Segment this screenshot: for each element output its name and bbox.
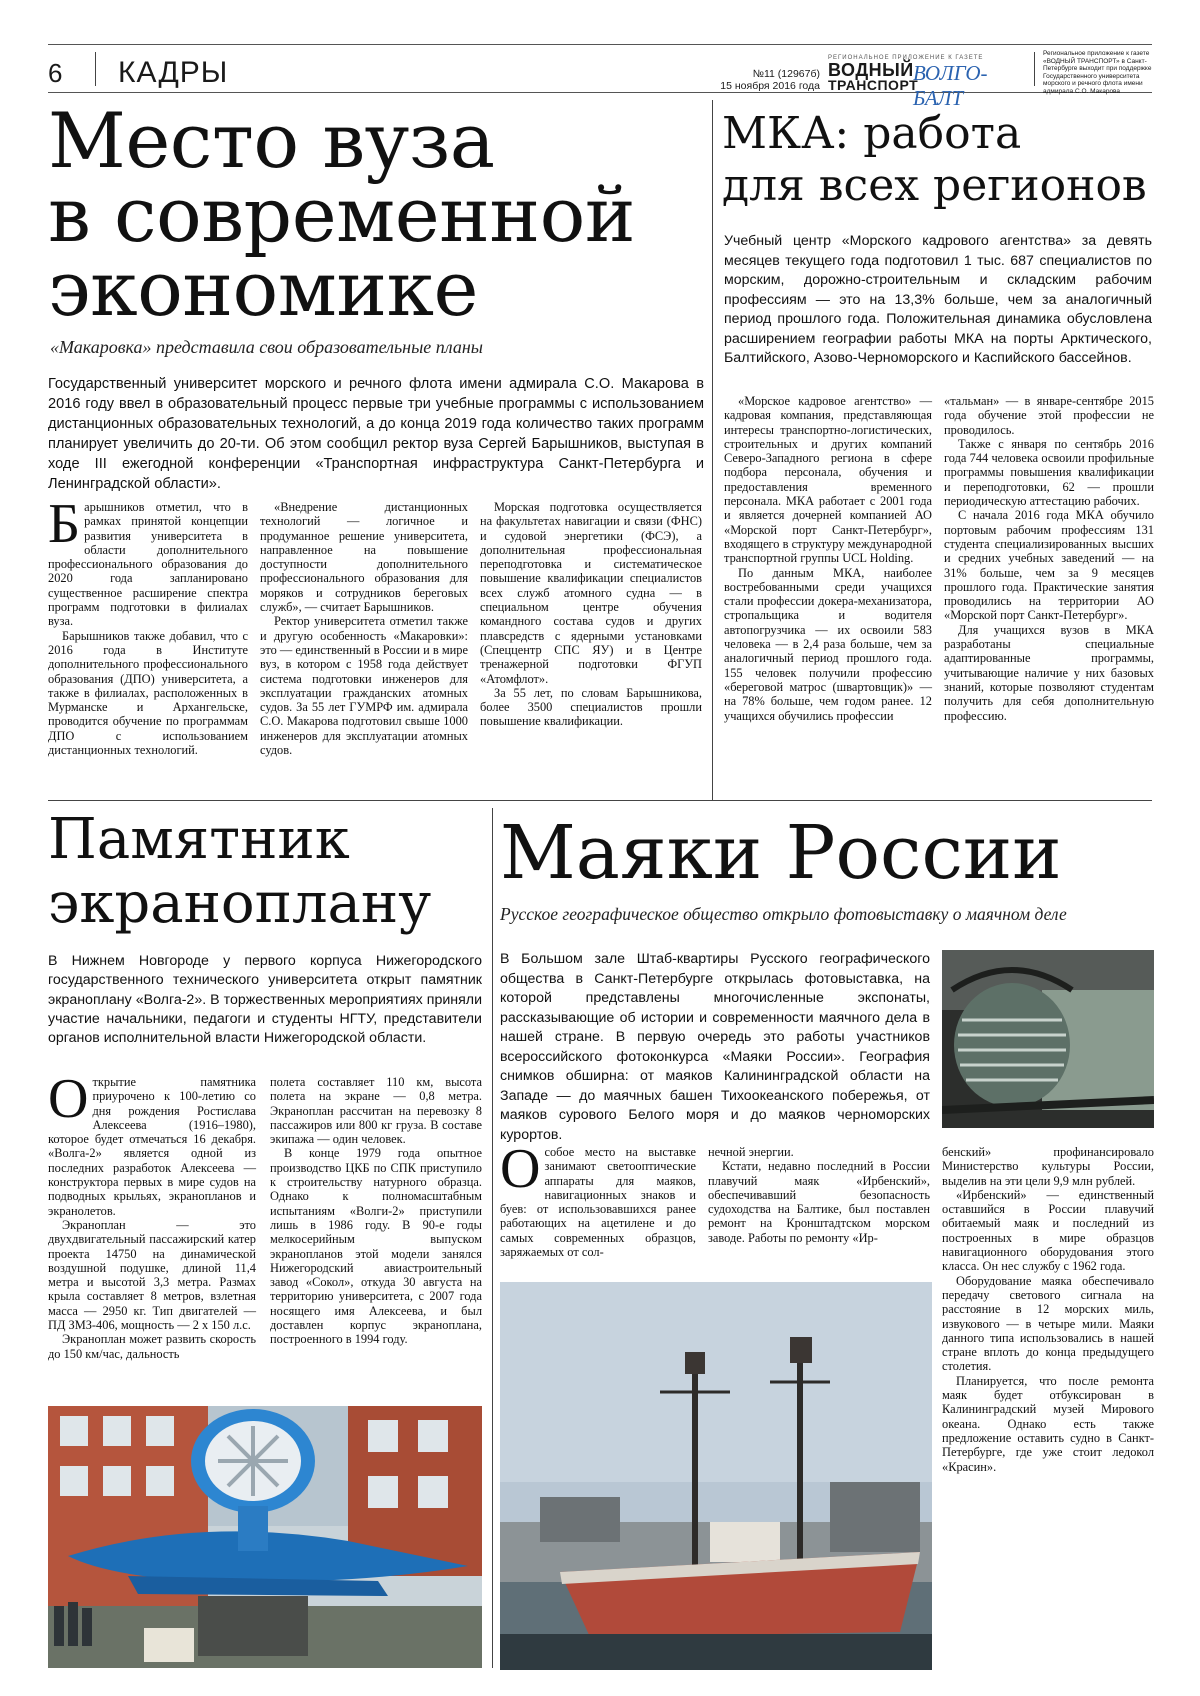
article1-lead: Государственный университет морского и речного флота имени адмирала С.О. Макарова в 2016 году ввел в образовательный процесс первые три учебные программы с использованием дистанционных образовательных технологий, а до конца 2019 года количество таких программ планирует увеличить до 20-ти. Об этом сообщил ректор вуза Сергей Барышников, выступая в ходе III ежегодной конференции «Транспортная инфраструктура Санкт-Петербурга и Ленинградской области». [48, 376, 704, 492]
article3-headline [48, 808, 488, 936]
article3-lead: В Нижнем Новгороде у первого корпуса Нижегородского государственного технического университета открыт памятник экраноплану «Волга-2». В торжественных мероприятиях приняли участие начальники, педагоги и студенты НГТУ, представители органов исполнительной власти Нижегородской области. [48, 953, 482, 1047]
article4-col2 [708, 1145, 930, 1245]
article4-col3-p3: Оборудование маяка обеспечивало передачу светового сигнала на расстояние в 12 морских миль, извукового — в четыре мили. Маяки данного типа использовались в нашей стране вплоть до конца предыдущего столетия. [942, 1273, 1154, 1374]
article3-col2-p2: В конце 1979 года опытное производство ЦКБ по СПК приступило к строительству натурного образца. Однако к полномасштабным испытаниям «Волги-2» приступили лишь в 1986 году. В 90-е годы мелкосерийным выпуском экранопланов этой модели занялся Нижегородский авиастроительный завод «Сокол», откуда 30 августа на территорию университета, с 2007 года носящего имя Алексеева, и был доставлен корпус экраноплана, построенного в 1994 году. [270, 1146, 482, 1347]
article4-headline: Маяки России [500, 810, 1062, 896]
header-divider [95, 52, 96, 86]
article2-col1-p2: По данным МКА, наиболее востребованными среди учащихся стали профессии докера-механизатора, стропальщика и водителя автопогрузчика — их освоили 583 человека — в 2,4 раза больше, чем за аналогичный период прошлого года. 155 человек получили профессию «береговой матрос (швартовщик)» — на 78% больше, чем годом ранее. 12 учащихся обучились профессии [724, 565, 932, 723]
article1-subtitle: «Макаровка» представила свои образовательные планы [50, 337, 483, 357]
logo-volgo-balt: ВОЛГО-БАЛТ [913, 61, 988, 110]
article3-col1-p1: ткрытие памятника приурочено к 100-летию со дня рождения Ростислава Алексеева (1916–1980), которое будет отмечаться 16 декабря. «Волга-2» является одной из последних разработок Алексеева — конструктора первых в мире судов на подводных крыльях, экранопланов и экранолетов. [48, 1075, 256, 1218]
article-divider-vertical-top [712, 100, 713, 800]
article1-col1-p2: Барышников также добавил, что с 2016 года в Институте дополнительного профессионального образования (ДПО) университета, а также в филиалах, расположенных в Мурманске и Архангельске, проводится обучение по программам ДПО с использованием дистанционных технологий. [48, 628, 248, 758]
article2-lead: Учебный центр «Морского кадрового агентства» за девять месяцев текущего года подготовил 1 тыс. 687 специалистов по морским, дорожно-строительным и складским рабочим профессиям — это на 13,3% больше, чем за аналогичный период прошлого года. Положительная динамика обусловлена расширением географии работы МКА на порты Арктического, Балтийского, Азово-Черноморского и Каспийского бассейнов. [724, 233, 1152, 366]
article3-col2-p1: полета составляет 110 км, высота полета на экране — 0,8 метра. Экраноплан рассчитан на перевозку 8 пассажиров или 800 кг груза. В составе экипажа — один человек. [270, 1075, 482, 1147]
article2-col2 [944, 394, 1154, 723]
article2-col2-p4: Для учащихся вузов в МКА разработаны специальные адаптированные программы, учитывающие наличие у них базовых знаний, которые позволяют студентам получить для себя дополнительную профессию. [944, 622, 1154, 723]
header-divider-2 [1034, 52, 1035, 86]
issue-date: 15 ноября 2016 года [720, 80, 820, 92]
header-top-rule [48, 44, 1152, 45]
lightship-photo-art [500, 1282, 932, 1670]
article3-col1-p3: Экраноплан может развить скорость до 150 км/час, дальность [48, 1332, 256, 1361]
article1-headline-line2: в современной [48, 170, 635, 259]
article3-dropcap: О [48, 1068, 89, 1130]
article4-col2-p1: нечной энергии. [708, 1145, 794, 1159]
logo-word-transport: ТРАНСПОРТ [828, 77, 919, 93]
article4-col1-p1: собое место на выставке занимают светооптические аппараты для маяков, навигационных знаков и буев: от использовавшихся ранее работающих на ацетилене и до самых современных образцов, заряжаемых от сол- [500, 1145, 696, 1260]
article2-headline [722, 108, 1162, 212]
article1-col3-p1: Морская подготовка осуществляется на факультетах навигации и связи (ФНС) и судовой энергетики (ФСЭ), а дополнительная профессиональная переподготовка и систематическое повышение квалификации специалистов всех служб атомного судна — в специальном центре обучения командного состава судов и других плавсредств с ядерными установками (Спеццентр СПС ЯУ) и в Центре тренажерной подготовки ФГУП «Атомфлот». [480, 500, 702, 686]
article4-col1 [500, 1138, 696, 1260]
article4-col3-p2: «Ирбенский» — единственный оставшийся в России плавучий обитаемый маяк и последний из построенных в мире образцов навигационного оборудования этого класса. Он нес службу с 1962 года. [942, 1187, 1154, 1274]
ekranoplan-photo [48, 1406, 482, 1668]
article1-headline-line1: Место вуза [48, 96, 495, 185]
article4-dropcap: О [500, 1138, 541, 1200]
article1-col2 [260, 500, 468, 757]
article1-col1 [48, 493, 248, 758]
article4-col3 [942, 1145, 1154, 1474]
logo-word-vodny: ВОДНЫЙ [828, 60, 914, 80]
article2-headline-line1: МКА: работа [722, 108, 1022, 159]
article4-col3-p1: бенский» профинансировало Министерство культуры России, выделив на эти цели 9,9 млн рублей. [942, 1145, 1154, 1188]
article3-headline-line1: Памятник [48, 807, 350, 872]
article1-dropcap: Б [48, 493, 81, 555]
issue-number: №11 (12967б) [752, 68, 820, 80]
article-divider-vertical-bottom [492, 808, 493, 1668]
article1-col2-p2: Ректор университета отметил также и другую особенность «Макаровки»: это — единственный в России и в мире вуз, в котором с 1958 года действует система подготовки инженеров для эксплуатации гражданских атомных судов. За 55 лет ГУМРФ им. адмирала С.О. Макарова подготовил свыше 1000 инженеров для эксплуатации атомных судов. [260, 614, 468, 758]
article1-col1-p1: арышников отметил, что в рамках принятой концепции развития университета в области дополнительного профессионального образования до 2020 года запланировано существенное расширение спектра программ подготовки в филиалах вуза. [48, 500, 248, 629]
ekranoplan-photo-art [48, 1406, 482, 1668]
article2-col1-p1: «Морское кадровое агентство» — кадровая компания, представляющая интересы транспортно-логистических, строительных и других компаний Северо-Западного региона в сфере подбора персонала, обучения и предоставления временного персонала. МКА работает с 2001 года и является дочерней компанией АО «Морской порт Санкт-Петербург», входящего в структуру международной транспортной группы UCL Holding. [724, 394, 932, 566]
section-title: КАДРЫ [118, 56, 229, 89]
article4-col2-p2: Кстати, недавно последний в России плавучий маяк «Ирбенский», обеспечивавший безопасность судоходства на Балтике, был поставлен ремонт на Кронштадтском морском заводе. Работы по ремонту «Ир- [708, 1159, 930, 1245]
article2-headline-line2: для всех регионов [722, 160, 1147, 211]
header-note: Региональное приложение к газете «ВОДНЫЙ ТРАНСПОРТ» в Санкт-Петербурге выходит при поддержке Государственного университета морского и речного флота имени адмирала С.О. Макарова [1043, 50, 1152, 95]
article4-lead: В Большом зале Штаб-квартиры Русского географического общества в Санкт-Петербурге открылась фотовыставка, на которой представлены многочисленные экспонаты, рассказывающие об истории и современности маячного дела в нашей стране. В первую очередь это работы участников всероссийского фотоконкурса «Маяки России». География снимков обширна: от маяков Калининградской области на Западе — до маячных башен Тихоокеанского побережья, от маяков сурового Белого моря и до маяков черноморских курортов. [500, 951, 930, 1143]
issue-info [680, 68, 820, 92]
article4-subtitle: Русское географическое общество открыло фотовыставку о маячном деле [500, 904, 1067, 924]
logo-tagline: РЕГИОНАЛЬНОЕ ПРИЛОЖЕНИЕ К ГАЗЕТЕ [828, 55, 984, 61]
lighthouse-lens-photo-art [942, 950, 1154, 1128]
article2-col2-p1: «тальман» — в январе-сентябре 2015 года обучение этой профессии не проводилось. [944, 394, 1154, 437]
article2-col2-p3: С начала 2016 года МКА обучило портовым рабочим профессиям 131 студента специализированных высших и средних учебных заведений — на 31% больше, чем за 9 месяцев прошлого года. Практические занятия проводились на территории АО «Морской порт Санкт-Петербург». [944, 508, 1154, 623]
article1-headline-line3: экономике [48, 244, 478, 333]
article3-headline-line2: экраноплану [48, 871, 432, 936]
article-divider-horizontal [48, 800, 1152, 801]
lighthouse-lens-photo [942, 950, 1154, 1128]
page-number: 6 [48, 58, 63, 88]
newspaper-logo [828, 55, 1028, 110]
article4-col3-p4: Планируется, что после ремонта маяк будет отбуксирован в Калининградский музей Мирового океана. Однако есть также предложение оставить судно в Санкт-Петербурге, где уже стоит ледокол «Красин». [942, 1373, 1154, 1474]
article2-col1 [724, 394, 932, 723]
article1-headline [48, 96, 708, 333]
article3-col1-p2: Экраноплан — это двухдвигательный пассажирский катер проекта 14750 на динамической воздушной подушке, длиной 11,4 метра и высотой 3,3 метра. Размах крыла составляет 8 метров, взлетная масса — 2950 кг. Тип двигателей — ПД ЗМЗ-406, мощность — 2 х 150 л.с. [48, 1217, 256, 1333]
article2-col2-p2: Также с января по сентябрь 2016 года 744 человека освоили профильные программы повышения квалификации и переподготовки, 62 — прошли периодическую аттестацию рабочих. [944, 436, 1154, 509]
article3-col1 [48, 1068, 256, 1361]
article1-col3-p2: За 55 лет, по словам Барышникова, более 3500 специалистов прошли повышение квалификации. [480, 685, 702, 729]
lightship-photo [500, 1282, 932, 1670]
article1-col2-p1: «Внедрение дистанционных технологий — логичное и продуманное решение университета, направленное на повышение доступности дополнительного профессионального образования для моряков и сотрудников береговых служб», — считает Барышников. [260, 500, 468, 615]
article1-col3 [480, 500, 702, 729]
article3-col2 [270, 1075, 482, 1347]
